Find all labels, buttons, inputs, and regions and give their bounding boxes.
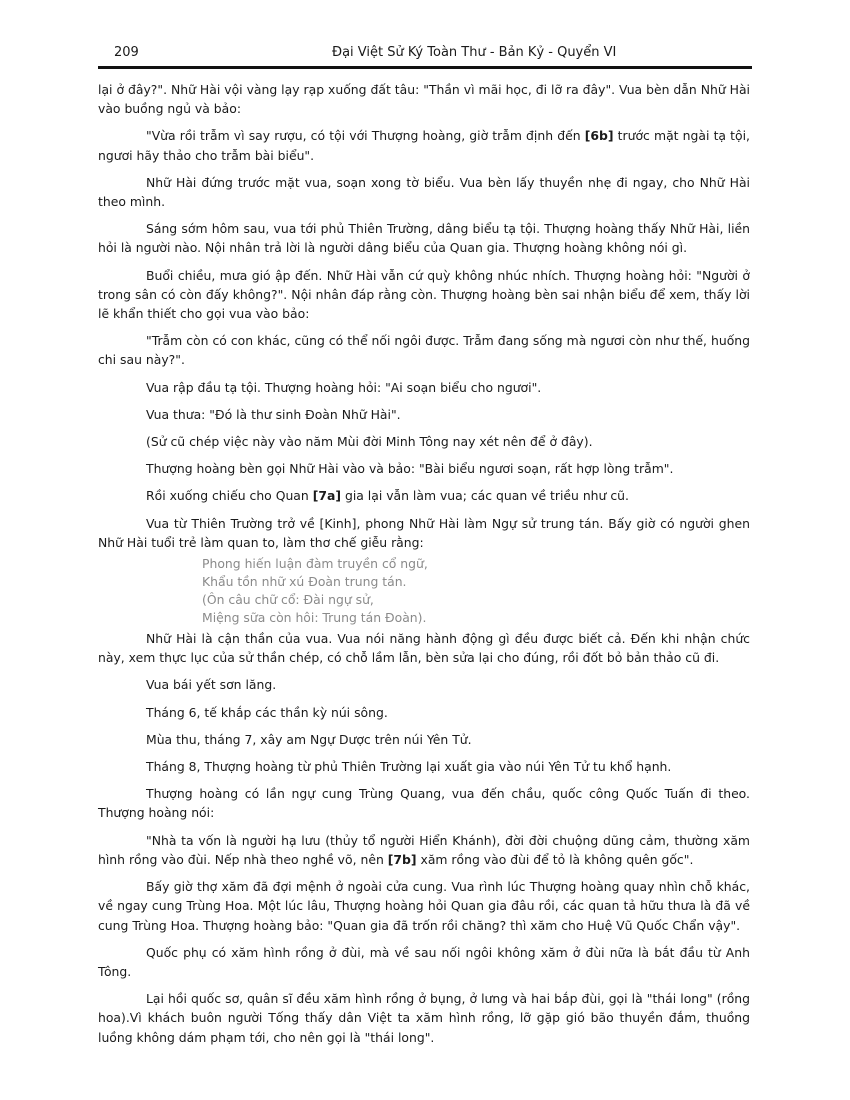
paragraph: Buổi chiều, mưa gió ập đến. Nhữ Hài vẫn cứ quỳ không nhúc nhích. Thượng hoàng hỏi: "Người ở trong sân có còn đấy không?". Nội nhân đáp rằng còn. Thượng hoàng bèn sai nhận biểu để xem, thấy lời lẽ khẩn thiết cho gọi vua vào bảo: [98, 267, 750, 322]
page-header [98, 42, 752, 64]
poem-line: Phong hiến luận đàm truyền cổ ngữ, [202, 556, 428, 572]
page-body [98, 80, 750, 1055]
paragraph-text: xăm rồng vào đùi để tỏ là không quên gốc". [416, 851, 694, 867]
paragraph: Vua bái yết sơn lăng. [146, 677, 277, 693]
poem-block [202, 555, 750, 627]
paragraph [98, 126, 750, 164]
paragraph: Vua từ Thiên Trường trở về [Kinh], phong Nhữ Hài làm Ngự sử trung tán. Bấy giờ có người ghen Nhữ Hài tuổi trẻ làm quan to, làm thơ chế giễu rằng: [98, 515, 750, 550]
paragraph: Vua thưa: "Đó là thư sinh Đoàn Nhữ Hài". [146, 406, 401, 422]
paragraph-text: Rồi xuống chiếu cho Quan [146, 488, 313, 504]
paragraph: Vua rập đầu tạ tội. Thượng hoàng hỏi: "Ai soạn biểu cho ngươi". [146, 379, 542, 395]
paragraph: Mùa thu, tháng 7, xây am Ngự Dược trên núi Yên Tử. [146, 731, 472, 747]
paragraph: Thượng hoàng bèn gọi Nhữ Hài vào và bảo: "Bài biểu ngươi soạn, rất hợp lòng trẫm". [146, 461, 674, 477]
paragraph: Thượng hoàng có lần ngự cung Trùng Quang, vua đến chầu, quốc công Quốc Tuấn đi theo. Thượng hoàng nói: [98, 786, 750, 821]
paragraph: Tháng 8, Thượng hoàng từ phủ Thiên Trường lại xuất gia vào núi Yên Tử tu khổ hạnh. [146, 759, 672, 775]
paragraph: Nhữ Hài đứng trước mặt vua, soạn xong tờ biểu. Vua bèn lấy thuyền nhẹ đi ngay, cho Nhữ Hài theo mình. [98, 174, 750, 210]
header-rule [98, 66, 752, 69]
paragraph: lại ở đây?". Nhữ Hài vội vàng lạy rạp xuống đất tâu: "Thần vì mãi học, đi lỡ ra đây". Vua bèn dẫn Nhữ Hài vào buồng ngủ và bảo: [98, 82, 750, 117]
paragraph: Sáng sớm hôm sau, vua tới phủ Thiên Trường, dâng biểu tạ tội. Thượng hoàng thấy Nhữ Hài, liền hỏi là người nào. Nội nhân trả lời là người dâng biểu của Quan gia. Thượng hoàng không nói gì. [98, 221, 750, 256]
poem-line: Miệng sữa còn hôi: Trung tán Đoàn). [202, 610, 427, 626]
paragraph [98, 831, 750, 869]
paragraph-text: trước mặt ngài tạ tội, ngươi hãy thảo cho trẫm bài biểu". [98, 128, 750, 163]
paragraph-text: "Nhà ta vốn là người hạ lưu (thủy tổ người Hiển Khánh), đời đời chuộng dũng cảm, thường xăm hình rồng vào đùi. Nếp nhà theo nghề võ, nên [98, 832, 750, 867]
page-number: 209 [114, 45, 139, 60]
paragraph-text: "Vừa rồi trẫm vì say rượu, có tội với Thượng hoàng, giờ trẫm định đến [146, 128, 585, 144]
folio-marker: [7b] [387, 851, 417, 867]
folio-marker: [6b] [584, 128, 614, 144]
paragraph [98, 486, 750, 505]
paragraph: Bấy giờ thợ xăm đã đợi mệnh ở ngoài cửa cung. Vua rình lúc Thượng hoàng quay nhìn chỗ khác, về ngay cung Trùng Hoa. Một lúc lâu, Thượng hoàng hỏi Quan gia đâu rồi, các quan tả hữu thưa là đã về cung Trùng Hoa. Thượng hoàng bảo: "Quan gia đã trốn rồi chăng? thì xăm cho Huệ Vũ Quốc Chẩn vậy". [98, 879, 750, 933]
paragraph: Lại hồi quốc sơ, quân sĩ đều xăm hình rồng ở bụng, ở lưng và hai bắp đùi, gọi là "thái long" (rồng hoa).Vì khách buôn người Tống thấy dân Việt ta xăm hình rồng, lỡ gặp gió bão thuyền đắm, thuồng luồng không dám phạm tới, cho nên gọi là "thái long". [98, 991, 750, 1045]
folio-marker: [7a] [312, 488, 342, 504]
paragraph: "Trẫm còn có con khác, cũng có thể nối ngôi được. Trẫm đang sống mà ngươi còn như thế, huống chi sau này?". [98, 333, 750, 368]
poem-line: (Ôn câu chữ cổ: Đài ngự sử, [202, 592, 374, 608]
paragraph: (Sử cũ chép việc này vào năm Mùi đời Minh Tông nay xét nên để ở đây). [146, 434, 593, 450]
poem-line: Khẩu tồn nhữ xú Đoàn trung tán. [202, 574, 407, 590]
paragraph: Quốc phụ có xăm hình rồng ở đùi, mà về sau nối ngôi không xăm ở đùi nữa là bắt đầu từ Anh Tông. [98, 944, 750, 979]
running-title: Đại Việt Sử Ký Toàn Thư - Bản Kỷ - Quyển VI [332, 45, 617, 60]
paragraph-text: gia lại vẫn làm vua; các quan về triều như cũ. [341, 488, 629, 504]
paragraph: Tháng 6, tế khắp các thần kỳ núi sông. [146, 704, 388, 720]
paragraph: Nhữ Hài là cận thần của vua. Vua nói năng hành động gì đều được biết cả. Đến khi nhận chức này, xem thực lục của sử thần chép, có chỗ lầm lẫn, bèn sửa lại cho đúng, rồi đốt bỏ bản thảo cũ đi. [98, 631, 750, 666]
